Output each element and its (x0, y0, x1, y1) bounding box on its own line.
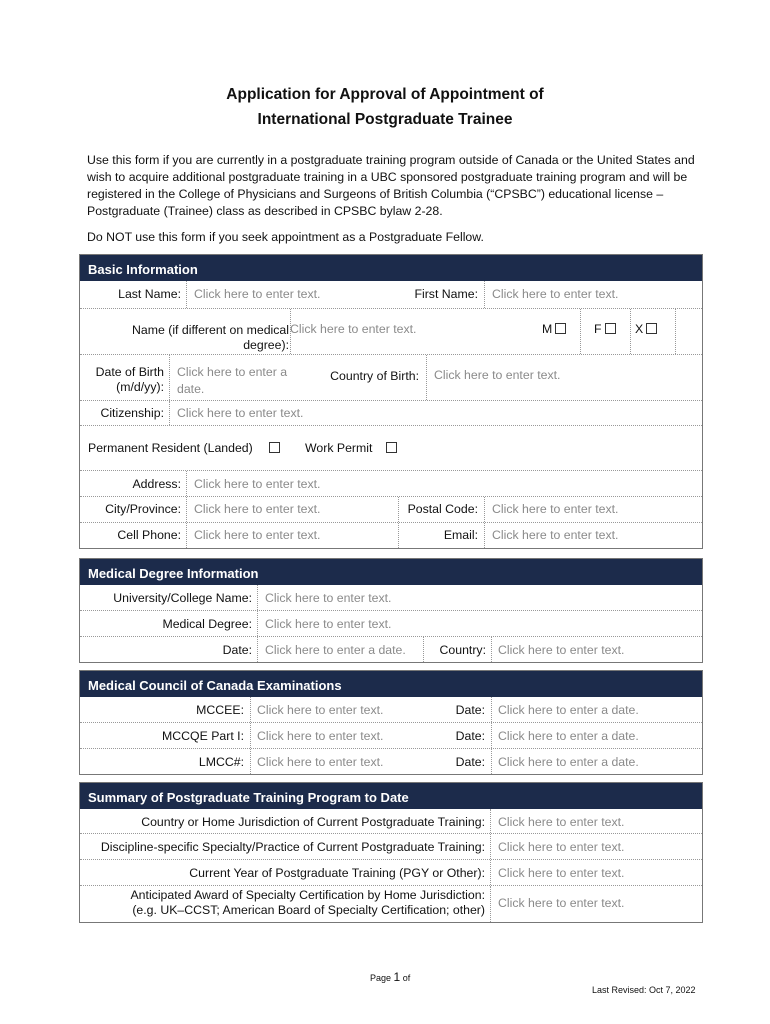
degree-date-field[interactable]: Click here to enter a date. (265, 643, 406, 657)
city-row (80, 497, 702, 523)
summary-year-field[interactable]: Click here to enter text. (498, 866, 625, 880)
mccee-date-label: Date: (455, 703, 485, 717)
email-field[interactable]: Click here to enter text. (492, 528, 619, 542)
sex-x-checkbox[interactable] (646, 323, 657, 334)
last-name-field[interactable]: Click here to enter text. (194, 287, 321, 301)
university-label: University/College Name: (113, 591, 252, 605)
university-field[interactable]: Click here to enter text. (265, 591, 392, 605)
sex-f-option[interactable]: F (594, 322, 616, 337)
citizenship-row (80, 401, 702, 426)
last-name-label: Last Name: (118, 287, 181, 301)
sex-x-option[interactable]: X (635, 322, 657, 337)
mccqe-row (80, 723, 702, 749)
work-permit-option[interactable]: Work Permit (305, 441, 397, 456)
sex-f-checkbox[interactable] (605, 323, 616, 334)
birth-row (80, 355, 702, 401)
address-row (80, 471, 702, 497)
lmcc-date-label: Date: (455, 755, 485, 769)
last-revised: Last Revised: Oct 7, 2022 (592, 985, 696, 995)
lmcc-field[interactable]: Click here to enter text. (257, 755, 384, 769)
address-label: Address: (132, 477, 181, 491)
alt-name-row (80, 309, 702, 355)
permanent-resident-option[interactable]: Permanent Resident (Landed) (88, 441, 280, 456)
form-title-line-1: Application for Approval of Appointment of (226, 86, 544, 103)
city-province-label: City/Province: (105, 502, 181, 516)
citizenship-field[interactable]: Click here to enter text. (177, 406, 304, 420)
status-row (80, 426, 702, 471)
country-of-birth-field[interactable]: Click here to enter text. (434, 368, 561, 382)
postal-code-label: Postal Code: (407, 502, 478, 516)
permanent-resident-checkbox[interactable] (269, 442, 280, 453)
mccqe-date-field[interactable]: Click here to enter a date. (498, 729, 639, 743)
dob-label: Date of Birth (m/d/yy): (95, 365, 164, 394)
degree-date-label: Date: (222, 643, 252, 657)
dob-field[interactable]: Click here to enter a date. (177, 365, 288, 396)
alt-name-field[interactable]: Click here to enter text. (290, 322, 417, 336)
lmcc-date-field[interactable]: Click here to enter a date. (498, 755, 639, 769)
cell-phone-label: Cell Phone: (117, 528, 181, 542)
postal-code-field[interactable]: Click here to enter text. (492, 502, 619, 516)
summary-award-row (80, 886, 702, 922)
country-of-birth-label: Country of Birth: (330, 369, 419, 383)
sex-m-option[interactable]: M (542, 322, 566, 337)
cell-phone-field[interactable]: Click here to enter text. (194, 528, 321, 542)
email-label: Email: (443, 528, 478, 542)
contact-row (80, 523, 702, 548)
summary-country-field[interactable]: Click here to enter text. (498, 815, 625, 829)
mccee-field[interactable]: Click here to enter text. (257, 703, 384, 717)
alt-name-label: Name (if different on medical degree): (132, 323, 289, 352)
name-row (80, 281, 702, 309)
mccee-label: MCCEE: (196, 703, 244, 717)
work-permit-checkbox[interactable] (386, 442, 397, 453)
address-field[interactable]: Click here to enter text. (194, 477, 321, 491)
summary-award-field[interactable]: Click here to enter text. (498, 896, 625, 910)
degree-country-field[interactable]: Click here to enter text. (498, 643, 625, 657)
intro-paragraph: Use this form if you are currently in a postgraduate training program outside of Canada or the United States and wish to acquire additional postgraduate training in a UBC sponsored postgraduate training program and will be registered in the College of Physicians and Surgeons of British Columbia (“CPSBC”) educational license – Postgraduate (Trainee) class as described in CPSBC bylaw 2-28. (87, 153, 695, 218)
medical-degree-field[interactable]: Click here to enter text. (265, 617, 392, 631)
summary-year-label: Current Year of Postgraduate Training (PGY or Other): (189, 866, 485, 880)
summary-country-row (80, 809, 702, 834)
summary-specialty-label: Discipline-specific Specialty/Practice of Current Postgraduate Training: (100, 840, 485, 854)
degree-row (80, 611, 702, 637)
summary-specialty-row (80, 834, 702, 860)
city-province-field[interactable]: Click here to enter text. (194, 502, 321, 516)
summary-country-label: Country or Home Jurisdiction of Current Postgraduate Training: (141, 815, 485, 829)
university-row (80, 585, 702, 611)
first-name-label: First Name: (414, 287, 478, 301)
notice-paragraph: Do NOT use this form if you seek appointment as a Postgraduate Fellow. (87, 230, 484, 244)
summary-year-row (80, 860, 702, 886)
mcc-exams-section (79, 670, 703, 775)
mccqe-label: MCCQE Part I: (162, 729, 244, 743)
lmcc-row (80, 749, 702, 774)
degree-date-row (80, 637, 702, 662)
training-summary-heading: Summary of Postgraduate Training Program to Date (80, 783, 702, 809)
degree-country-label: Country: (439, 643, 486, 657)
mccqe-date-label: Date: (455, 729, 485, 743)
medical-degree-label: Medical Degree: (162, 617, 252, 631)
basic-information-section (79, 254, 703, 549)
training-summary-section (79, 782, 703, 923)
medical-degree-section (79, 558, 703, 663)
mccee-row (80, 697, 702, 723)
summary-award-label: Anticipated Award of Specialty Certification by Home Jurisdiction: (e.g. UK–CCST; American Board of Specialty Certification; other) (130, 888, 485, 917)
basic-information-heading: Basic Information (80, 255, 702, 281)
first-name-field[interactable]: Click here to enter text. (492, 287, 619, 301)
citizenship-label: Citizenship: (100, 406, 164, 420)
summary-specialty-field[interactable]: Click here to enter text. (498, 840, 625, 854)
sex-m-checkbox[interactable] (555, 323, 566, 334)
lmcc-label: LMCC#: (198, 755, 244, 769)
mccee-date-field[interactable]: Click here to enter a date. (498, 703, 639, 717)
page-number: Page 1 of (370, 970, 411, 984)
mccqe-field[interactable]: Click here to enter text. (257, 729, 384, 743)
mcc-exams-heading: Medical Council of Canada Examinations (80, 671, 702, 697)
medical-degree-heading: Medical Degree Information (80, 559, 702, 585)
form-title-line-2: International Postgraduate Trainee (257, 111, 513, 128)
